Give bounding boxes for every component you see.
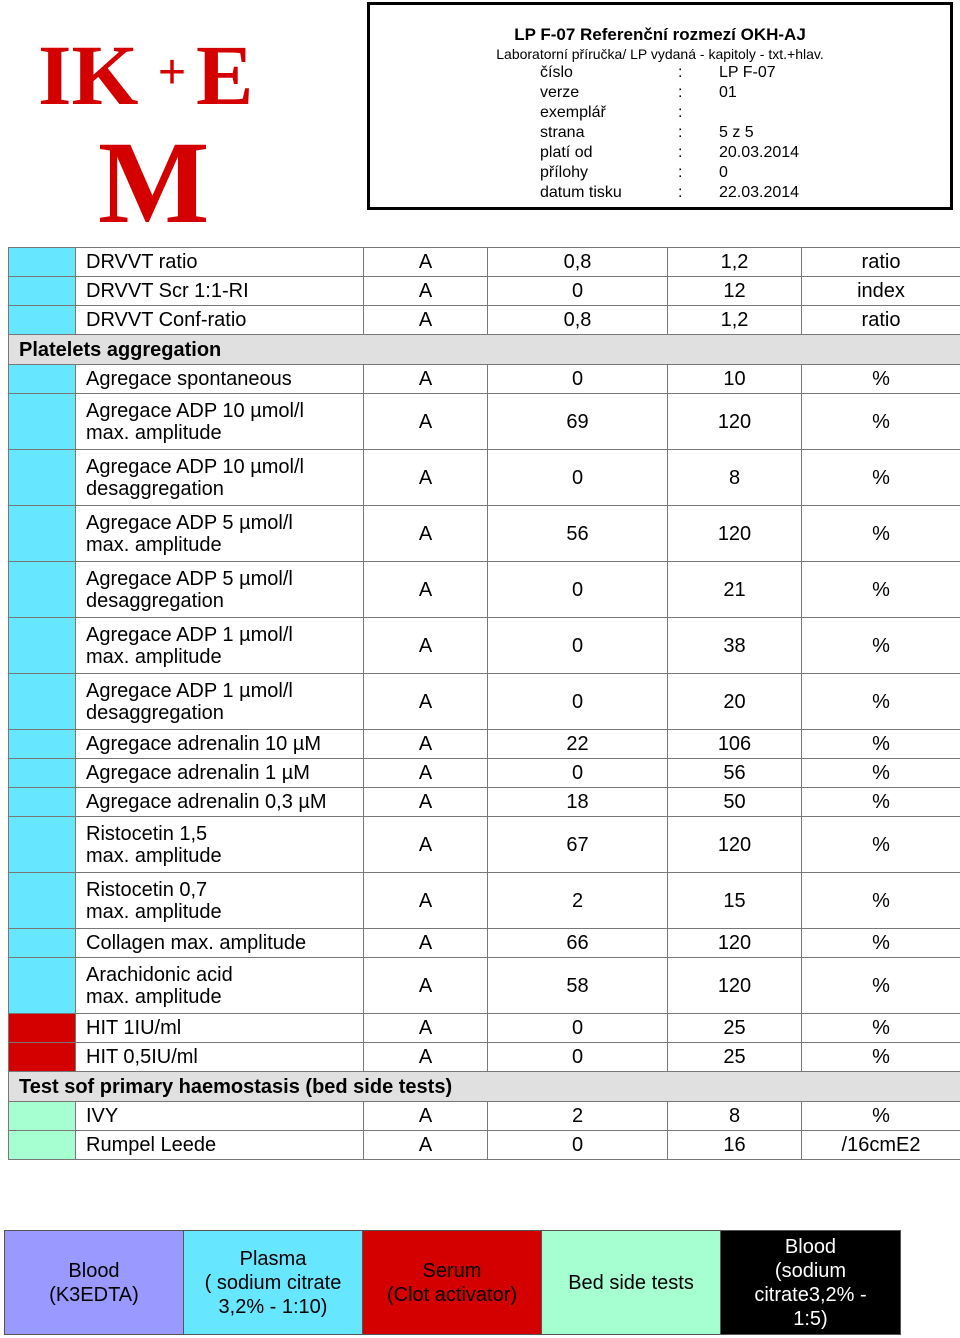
test-name (76, 394, 364, 450)
table-row (9, 759, 960, 788)
ikem-logo (36, 22, 276, 232)
tube-legend (4, 1230, 901, 1335)
range-max: 25 (668, 1014, 802, 1043)
sample-color-swatch (9, 248, 76, 277)
range-min: 58 (488, 958, 668, 1014)
test-name-line: Agregace adrenalin 0,3 µM (86, 791, 327, 813)
range-min: 18 (488, 788, 668, 817)
table-row (9, 1014, 960, 1043)
test-name (76, 759, 364, 788)
unit: index (802, 277, 960, 306)
test-name (76, 1043, 364, 1072)
range-max: 120 (668, 958, 802, 1014)
meta-value: 01 (719, 84, 737, 101)
test-name-line: Ristocetin 1,5 (86, 822, 208, 845)
sample-color-swatch (9, 1043, 76, 1072)
test-name (76, 788, 364, 817)
test-name-line: Ristocetin 0,7 (86, 878, 208, 901)
unit: % (802, 788, 960, 817)
test-name (76, 1131, 364, 1160)
test-type: A (364, 817, 488, 873)
sample-color-swatch (9, 674, 76, 730)
test-name-line: Agregace adrenalin 1 µM (86, 762, 310, 784)
test-name (76, 277, 364, 306)
test-type: A (364, 1131, 488, 1160)
test-type: A (364, 618, 488, 674)
sample-color-swatch (9, 394, 76, 450)
meta-value: 20.03.2014 (719, 144, 800, 161)
unit: ratio (802, 248, 960, 277)
meta-sep: : (678, 184, 683, 201)
meta-sep: : (678, 104, 683, 121)
range-min: 67 (488, 817, 668, 873)
test-type: A (364, 365, 488, 394)
test-type: A (364, 562, 488, 618)
test-type: A (364, 674, 488, 730)
meta-row (540, 163, 840, 183)
meta-row (540, 183, 840, 203)
test-name-line: IVY (86, 1105, 119, 1127)
test-type: A (364, 394, 488, 450)
test-name (76, 365, 364, 394)
meta-key: datum tisku (540, 184, 622, 201)
range-min: 69 (488, 394, 668, 450)
test-name-line: Agregace ADP 1 µmol/l (86, 679, 293, 702)
sample-color-swatch (9, 788, 76, 817)
range-min: 0 (488, 1131, 668, 1160)
legend-item: Serum (Clot activator) (363, 1231, 542, 1334)
test-name-line2: desaggregation (86, 701, 224, 724)
sample-color-swatch (9, 873, 76, 929)
section-title: Platelets aggregation (9, 335, 960, 365)
unit: ratio (802, 306, 960, 335)
test-name-line2: max. amplitude (86, 645, 222, 668)
range-min: 0,8 (488, 248, 668, 277)
test-name (76, 817, 364, 873)
range-max: 1,2 (668, 306, 802, 335)
range-min: 0 (488, 365, 668, 394)
test-name-line: Rumpel Leede (86, 1134, 217, 1156)
table-row (9, 730, 960, 759)
test-name (76, 674, 364, 730)
range-max: 120 (668, 817, 802, 873)
test-type: A (364, 1014, 488, 1043)
test-name (76, 873, 364, 929)
sample-color-swatch (9, 277, 76, 306)
meta-key: verze (540, 84, 580, 101)
test-name-line: Agregace ADP 5 µmol/l (86, 567, 293, 590)
document-header (367, 2, 953, 210)
table-row (9, 817, 960, 873)
unit: % (802, 958, 960, 1014)
meta-key: strana (540, 124, 585, 141)
range-min: 0 (488, 618, 668, 674)
sample-color-swatch (9, 929, 76, 958)
document-subtitle: Laboratorní příručka/ LP vydaná - kapitoly - txt.+hlav. (496, 46, 824, 62)
sample-color-swatch (9, 817, 76, 873)
test-type: A (364, 1102, 488, 1131)
meta-sep: : (678, 84, 683, 101)
table-row (9, 365, 960, 394)
range-max: 120 (668, 929, 802, 958)
range-min: 22 (488, 730, 668, 759)
test-type: A (364, 306, 488, 335)
meta-key: platí od (540, 144, 593, 161)
document-title: LP F-07 Referenční rozmezí OKH-AJ (514, 25, 806, 44)
test-name-line: Agregace ADP 10 µmol/l (86, 455, 304, 478)
range-max: 25 (668, 1043, 802, 1072)
test-name (76, 306, 364, 335)
meta-value: 0 (719, 164, 728, 181)
meta-sep: : (678, 124, 683, 141)
sample-color-swatch (9, 450, 76, 506)
sample-color-swatch (9, 306, 76, 335)
range-max: 50 (668, 788, 802, 817)
document-meta (540, 63, 840, 203)
test-name-line2: desaggregation (86, 589, 224, 612)
reference-ranges-table (8, 247, 960, 1160)
test-name-line: DRVVT Scr 1:1-RI (86, 280, 249, 302)
range-max: 106 (668, 730, 802, 759)
meta-key: přílohy (540, 164, 589, 181)
range-min: 0 (488, 1014, 668, 1043)
unit: /16cmE2 (802, 1131, 960, 1160)
range-max: 16 (668, 1131, 802, 1160)
test-name-line: DRVVT Conf-ratio (86, 309, 247, 331)
section-title: Test sof primary haemostasis (bed side tests) (9, 1072, 960, 1102)
unit: % (802, 1014, 960, 1043)
range-min: 0 (488, 1043, 668, 1072)
sample-color-swatch (9, 365, 76, 394)
table-row (9, 562, 960, 618)
unit: % (802, 929, 960, 958)
legend-item: Plasma ( sodium citrate 3,2% - 1:10) (184, 1231, 363, 1334)
meta-row (540, 143, 840, 163)
legend-item: Blood (sodium citrate3,2% - 1:5) (721, 1231, 900, 1334)
range-max: 56 (668, 759, 802, 788)
unit: % (802, 450, 960, 506)
table-row (9, 958, 960, 1014)
test-name (76, 562, 364, 618)
range-min: 0,8 (488, 306, 668, 335)
test-type: A (364, 873, 488, 929)
sample-color-swatch (9, 1131, 76, 1160)
test-name-line2: max. amplitude (86, 985, 222, 1008)
meta-key: exemplář (540, 104, 606, 121)
test-name-line: Agregace ADP 10 µmol/l (86, 399, 304, 422)
sample-color-swatch (9, 759, 76, 788)
sample-color-swatch (9, 562, 76, 618)
test-name-line2: max. amplitude (86, 533, 222, 556)
meta-value: 5 z 5 (719, 124, 754, 141)
unit: % (802, 394, 960, 450)
test-name (76, 1014, 364, 1043)
table-row (9, 506, 960, 562)
meta-row (540, 123, 840, 143)
sample-color-swatch (9, 730, 76, 759)
test-name-line: Agregace ADP 1 µmol/l (86, 623, 293, 646)
meta-value: LP F-07 (719, 64, 776, 81)
table-row (9, 1131, 960, 1160)
sample-color-swatch (9, 618, 76, 674)
test-name-line: Agregace ADP 5 µmol/l (86, 511, 293, 534)
section-header-row (9, 1072, 960, 1102)
test-name-line2: max. amplitude (86, 900, 222, 923)
test-name-line: DRVVT ratio (86, 251, 198, 273)
test-name-line: Agregace adrenalin 10 µM (86, 733, 321, 755)
unit: % (802, 365, 960, 394)
sample-color-swatch (9, 1014, 76, 1043)
test-name-line2: max. amplitude (86, 844, 222, 867)
range-min: 0 (488, 450, 668, 506)
sample-color-swatch (9, 506, 76, 562)
unit: % (802, 873, 960, 929)
range-max: 120 (668, 394, 802, 450)
unit: % (802, 759, 960, 788)
range-min: 0 (488, 674, 668, 730)
table-row (9, 306, 960, 335)
table-row (9, 450, 960, 506)
meta-row (540, 103, 840, 123)
logo-letter-e: E (196, 27, 254, 123)
range-min: 0 (488, 277, 668, 306)
test-type: A (364, 506, 488, 562)
table-row (9, 873, 960, 929)
test-name (76, 506, 364, 562)
range-max: 20 (668, 674, 802, 730)
test-name (76, 958, 364, 1014)
range-max: 8 (668, 1102, 802, 1131)
test-name (76, 929, 364, 958)
section-header-row (9, 335, 960, 365)
test-name (76, 618, 364, 674)
logo-letters-ik: IK (38, 27, 139, 123)
unit: % (802, 730, 960, 759)
test-name (76, 730, 364, 759)
range-max: 1,2 (668, 248, 802, 277)
test-type: A (364, 1043, 488, 1072)
table-row (9, 1043, 960, 1072)
table-row (9, 929, 960, 958)
unit: % (802, 817, 960, 873)
meta-row (540, 63, 840, 83)
table-row (9, 394, 960, 450)
test-type: A (364, 929, 488, 958)
range-min: 0 (488, 759, 668, 788)
test-name-line: HIT 1IU/ml (86, 1017, 182, 1039)
range-max: 8 (668, 450, 802, 506)
range-max: 38 (668, 618, 802, 674)
test-name-line: Collagen max. amplitude (86, 932, 307, 954)
unit: % (802, 618, 960, 674)
range-max: 15 (668, 873, 802, 929)
logo-plus: + (158, 46, 187, 99)
test-type: A (364, 788, 488, 817)
table-row (9, 788, 960, 817)
range-max: 120 (668, 506, 802, 562)
table-row (9, 618, 960, 674)
sample-color-swatch (9, 958, 76, 1014)
test-type: A (364, 450, 488, 506)
test-type: A (364, 958, 488, 1014)
test-type: A (364, 277, 488, 306)
test-name-line: HIT 0,5IU/ml (86, 1046, 198, 1068)
unit: % (802, 506, 960, 562)
range-min: 2 (488, 873, 668, 929)
meta-value: 22.03.2014 (719, 184, 800, 201)
unit: % (802, 1102, 960, 1131)
meta-key: číslo (540, 64, 573, 81)
table-row (9, 277, 960, 306)
table-row (9, 248, 960, 277)
test-name (76, 248, 364, 277)
range-min: 66 (488, 929, 668, 958)
meta-sep: : (678, 144, 683, 161)
unit: % (802, 674, 960, 730)
range-min: 0 (488, 562, 668, 618)
test-name-line: Agregace spontaneous (86, 368, 292, 390)
range-max: 21 (668, 562, 802, 618)
meta-sep: : (678, 64, 683, 81)
test-name-line2: desaggregation (86, 477, 224, 500)
range-min: 56 (488, 506, 668, 562)
unit: % (802, 562, 960, 618)
range-max: 10 (668, 365, 802, 394)
test-type: A (364, 730, 488, 759)
test-type: A (364, 759, 488, 788)
range-max: 12 (668, 277, 802, 306)
sample-color-swatch (9, 1102, 76, 1131)
meta-row (540, 83, 840, 103)
table-row (9, 1102, 960, 1131)
table-row (9, 674, 960, 730)
meta-sep: : (678, 164, 683, 181)
logo-graphic (36, 22, 276, 232)
logo-letter-m: M (98, 117, 210, 232)
range-min: 2 (488, 1102, 668, 1131)
legend-item: Blood (K3EDTA) (5, 1231, 184, 1334)
test-name-line: Arachidonic acid (86, 963, 233, 986)
test-type: A (364, 248, 488, 277)
unit: % (802, 1043, 960, 1072)
test-name (76, 450, 364, 506)
test-name-line2: max. amplitude (86, 421, 222, 444)
legend-item: Bed side tests (542, 1231, 721, 1334)
test-name (76, 1102, 364, 1131)
